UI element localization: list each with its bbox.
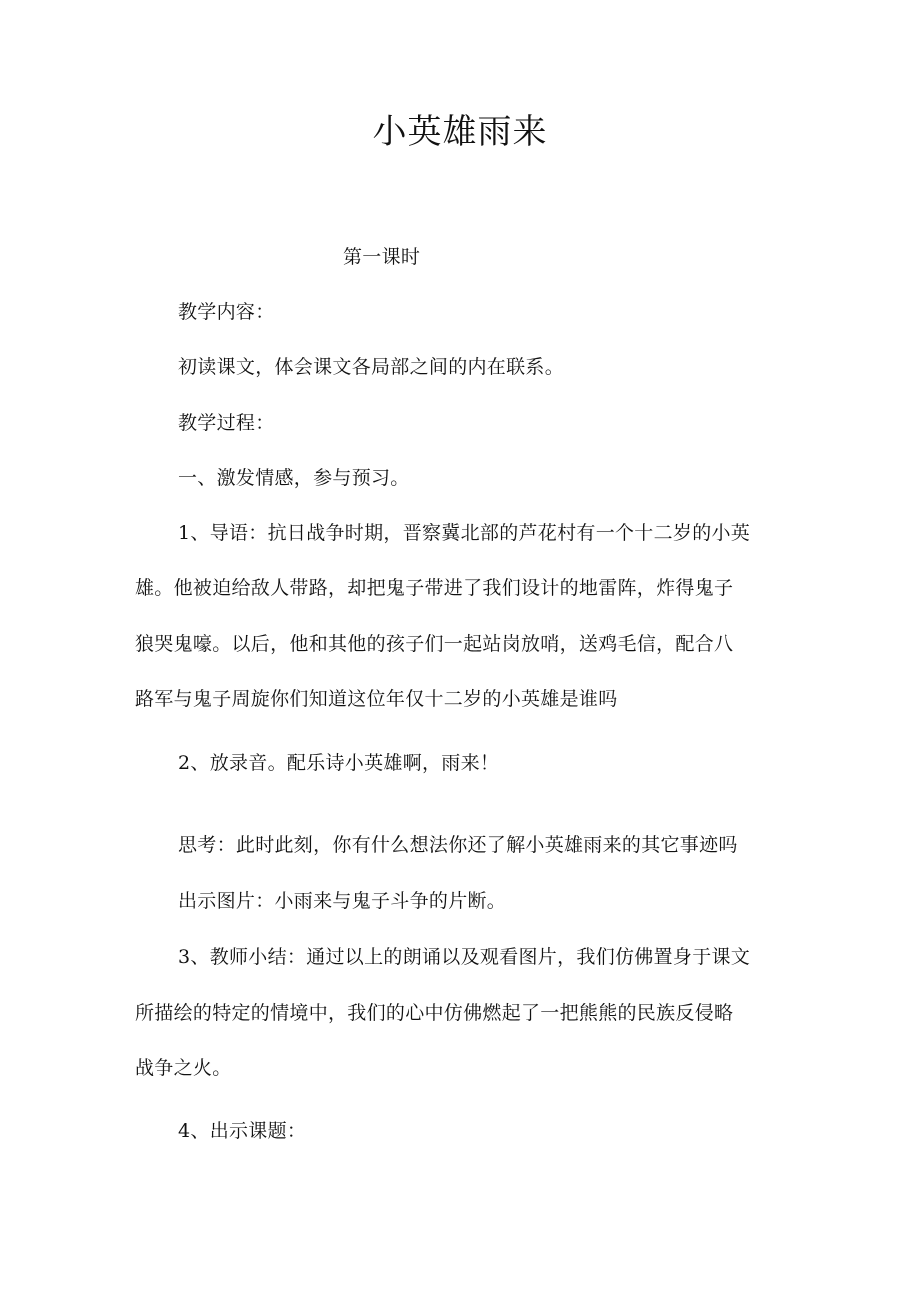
paragraph-line: 教学过程： (178, 412, 275, 434)
paragraph-line: 思考：此时此刻，你有什么想法你还了解小英雄雨来的其它事迹吗 (178, 834, 738, 856)
paragraph-line: 一、激发情感，参与预习。 (178, 467, 410, 489)
paragraph-line: 2、放录音。配乐诗小英雄啊，雨来！ (178, 752, 500, 774)
paragraph-line: 初读课文，体会课文各局部之间的内在联系。 (178, 356, 565, 378)
paragraph-line: 3、教师小结：通过以上的朗诵以及观看图片，我们仿佛置身于课文 (178, 946, 751, 968)
paragraph-line: 出示图片：小雨来与鬼子斗争的片断。 (178, 890, 507, 912)
paragraph-line: 雄。他被迫给敌人带路，却把鬼子带进了我们设计的地雷阵，炸得鬼子 (135, 577, 734, 599)
paragraph-line: 狼哭鬼嚎。以后，他和其他的孩子们一起站岗放哨，送鸡毛信，配合八 (135, 633, 734, 655)
paragraph-line: 路军与鬼子周旋你们知道这位年仅十二岁的小英雄是谁吗 (135, 688, 618, 710)
paragraph-line: 所描绘的特定的情境中，我们的心中仿佛燃起了一把熊熊的民族反侵略 (135, 1002, 734, 1024)
paragraph-line: 教学内容： (178, 301, 275, 323)
paragraph-line: 1、导语：抗日战争时期，晋察冀北部的芦花村有一个十二岁的小英 (178, 522, 751, 544)
paragraph-line: 战争之火。 (135, 1057, 232, 1079)
lesson-heading: 第一课时 (343, 246, 421, 268)
paragraph-line: 4、出示课题： (178, 1120, 307, 1142)
document-title: 小英雄雨来 (372, 112, 548, 152)
